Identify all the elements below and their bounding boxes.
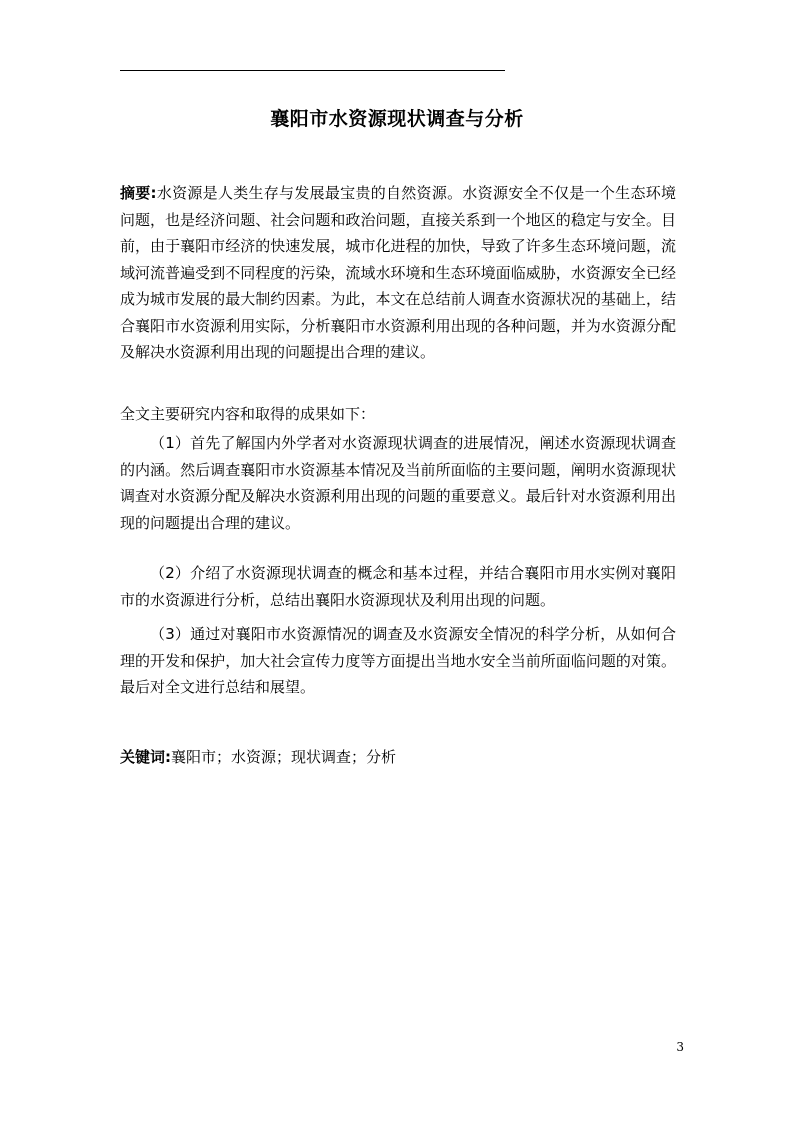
keywords-text: 襄阳市；水资源；现状调查；分析 (171, 748, 397, 766)
abstract-text: 水资源是人类生存与发展最宝贵的自然资源。水资源安全不仅是一个生态环境问题，也是经济问题、社会问题和政治问题，直接关系到一个地区的稳定与安全。目前，由于襄阳市经济的快速发展，城市化进程的加快，导致了许多生态环境问题，流域河流普遍受到不同程度的污染，流域水环境和生态环境面临威胁，水资源安全已经成为城市发展的最大制约因素。为此，本文在总结前人调查水资源状况的基础上，结合襄阳市水资源利用实际，分析襄阳市水资源利用出现的各种问题，并为水资源分配及解决水资源利用出现的问题提出合理的建议。 (120, 184, 676, 361)
header-rule (120, 70, 505, 71)
result-item-2: （2）介绍了水资源现状调查的概念和基本过程，并结合襄阳市用水实例对襄阳市的水资源进行分析，总结出襄阳水资源现状及利用出现的问题。 (120, 564, 676, 609)
summary-intro: 全文主要研究内容和取得的成果如下： (120, 405, 376, 423)
abstract-paragraph (120, 180, 676, 366)
keywords-line (120, 744, 676, 771)
document-title: 襄阳市水资源现状调查与分析 (270, 108, 524, 130)
result-item-3: （3）通过对襄阳市水资源情况的调查及水资源安全情况的科学分析，从如何合理的开发和保护，加大社会宣传力度等方面提出当地水安全当前所面临问题的对策。最后对全文进行总结和展望。 (120, 625, 676, 696)
abstract-label: 摘要: (120, 184, 157, 202)
page-number: 3 (676, 1040, 684, 1054)
result-item-1: （1）首先了解国内外学者对水资源现状调查的进展情况，阐述水资源现状调查的内涵。然后调查襄阳市水资源基本情况及当前所面临的主要问题，阐明水资源现状调查对水资源分配及解决水资源利用出现的问题的重要意义。最后针对水资源利用出现的问题提出合理的建议。 (120, 434, 676, 532)
keywords-label: 关键词: (120, 748, 171, 766)
